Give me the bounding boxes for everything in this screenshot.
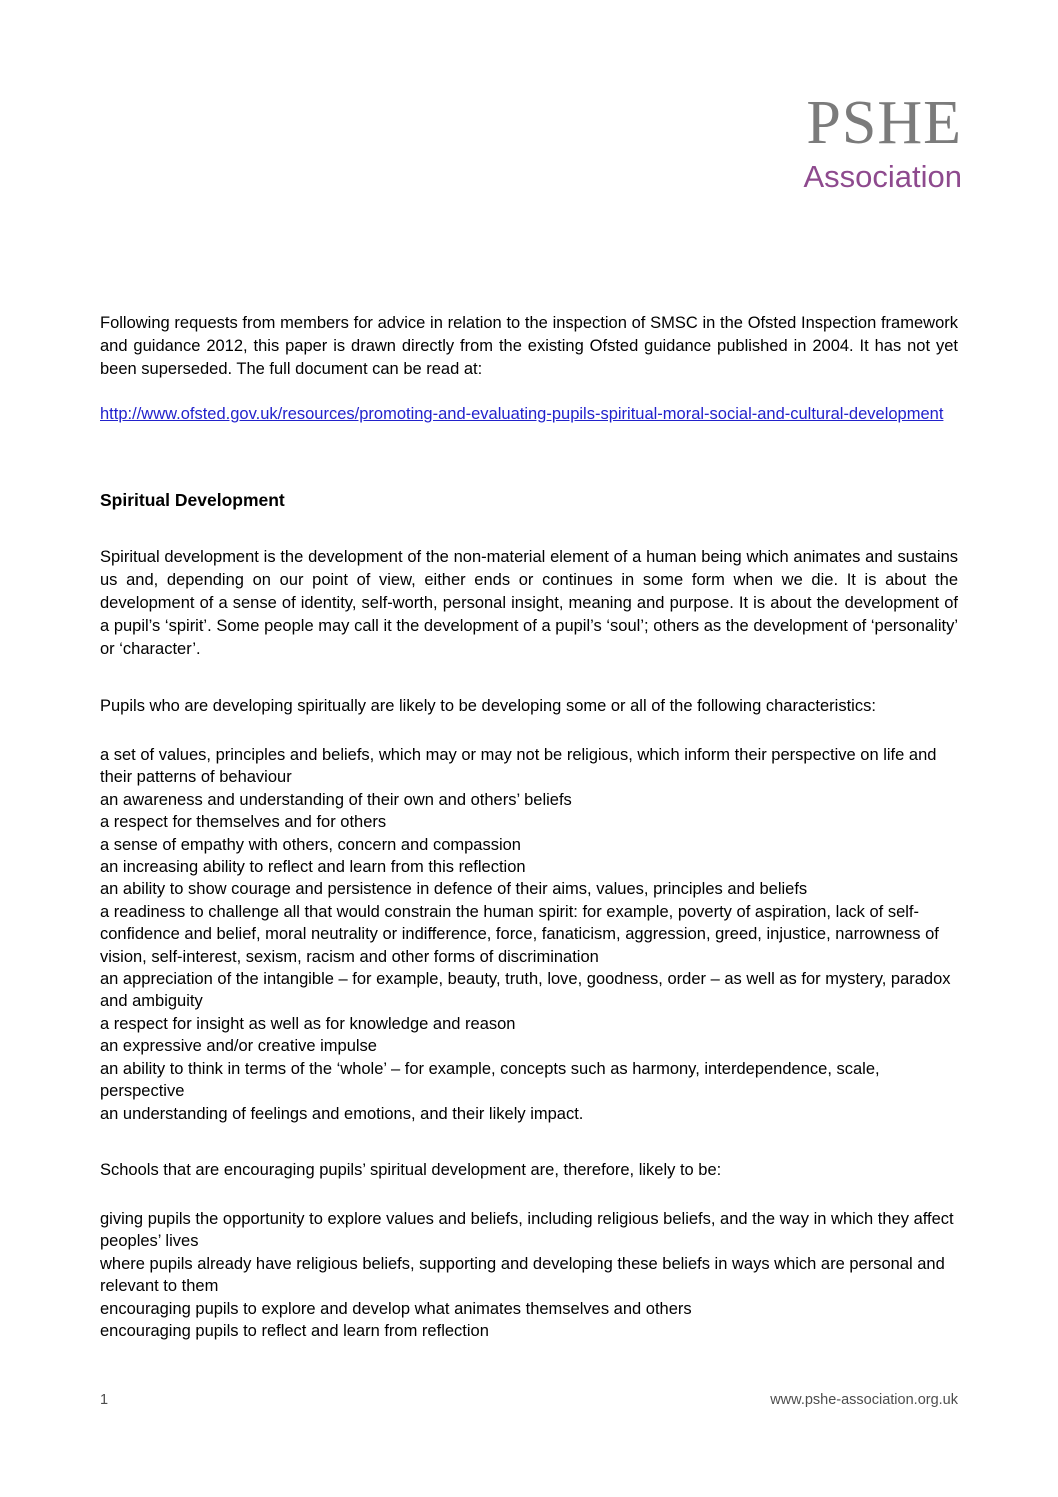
spacer-before-characteristics-intro — [100, 661, 958, 695]
list-item: a respect for insight as well as for knowledge and reason — [100, 1014, 516, 1033]
list-item: encouraging pupils to explore and develop what animates themselves and others — [100, 1299, 692, 1318]
logo-secondary-text: Association — [803, 159, 962, 194]
list-item: encouraging pupils to reflect and learn from reflection — [100, 1321, 489, 1340]
spacer-before-schools-list — [100, 1182, 958, 1208]
page-footer — [100, 1392, 958, 1408]
page-number: 1 — [100, 1392, 109, 1408]
list-item: an expressive and/or creative impulse — [100, 1037, 377, 1056]
list-item: where pupils already have religious beliefs, supporting and developing these beliefs in ways which are personal and relevant to them — [100, 1254, 945, 1296]
document-content — [100, 312, 958, 1342]
page-title: Spiritual Development — [100, 490, 285, 510]
schools-list — [100, 1208, 958, 1342]
intro-paragraph: Following requests from members for advice in relation to the inspection of SMSC in the Ofsted Inspection framework and guidance 2012, this paper is drawn directly from the existing Ofsted guidance published in 2004. It has not yet been superseded. The full document can be read at: — [100, 314, 958, 378]
schools-intro: Schools that are encouraging pupils’ spiritual development are, therefore, likely to be: — [100, 1160, 722, 1179]
spacer-before-schools-intro — [100, 1125, 958, 1159]
source-link-paragraph — [100, 403, 958, 426]
pshe-association-logo — [786, 89, 962, 194]
spacer-after-heading — [100, 512, 958, 546]
list-item: an awareness and understanding of their own and others’ beliefs — [100, 790, 572, 809]
list-item: an increasing ability to reflect and learn from this reflection — [100, 858, 526, 877]
characteristics-intro: Pupils who are developing spiritually are likely to be developing some or all of the following characteristics: — [100, 697, 876, 715]
spiritual-development-definition: Spiritual development is the development of the non-material element of a human being which animates and sustains us and, depending on our point of view, either ends or continues in some form when we die. It is about the development of a sense of identity, self-worth, personal insight, meaning and purpose. It is about the development of a pupil’s ‘spirit’. Some people may call it the development of a pupil’s ‘soul’; others as the development of ‘personality’ or ‘character’. — [100, 548, 958, 658]
footer-website-url: www.pshe-association.org.uk — [770, 1392, 958, 1408]
list-item: a sense of empathy with others, concern and compassion — [100, 835, 521, 854]
list-item: giving pupils the opportunity to explore values and beliefs, including religious beliefs, and the way in which they affect peoples’ lives — [100, 1209, 954, 1251]
characteristics-list — [100, 744, 958, 1125]
list-item: a respect for themselves and for others — [100, 813, 387, 832]
spacer-before-heading — [100, 426, 958, 488]
logo-primary-text: PSHE — [806, 89, 962, 157]
list-item: an ability to show courage and persistence in defence of their aims, values, principles and beliefs — [100, 880, 808, 899]
list-item: an ability to think in terms of the ‘whole’ – for example, concepts such as harmony, interdependence, scale, perspective — [100, 1059, 880, 1101]
spacer-before-characteristics-list — [100, 718, 958, 744]
list-item: an understanding of feelings and emotions, and their likely impact. — [100, 1104, 584, 1123]
ofsted-document-link[interactable]: http://www.ofsted.gov.uk/resources/promoting-and-evaluating-pupils-spiritual-moral-social-and-cultural-development — [100, 405, 944, 423]
list-item: an appreciation of the intangible – for example, beauty, truth, love, goodness, order – as well as for mystery, paradox and ambiguity — [100, 970, 951, 1011]
list-item: a set of values, principles and beliefs, which may or may not be religious, which inform their perspective on life and their patterns of behaviour — [100, 746, 937, 787]
list-item: a readiness to challenge all that would constrain the human spirit: for example, poverty of aspiration, lack of self-confidence and belief, moral neutrality or indifference, force, fanaticism, aggression, greed, injustice, narrowness of vision, self-interest, sexism, racism and other forms of discrimination — [100, 902, 939, 966]
